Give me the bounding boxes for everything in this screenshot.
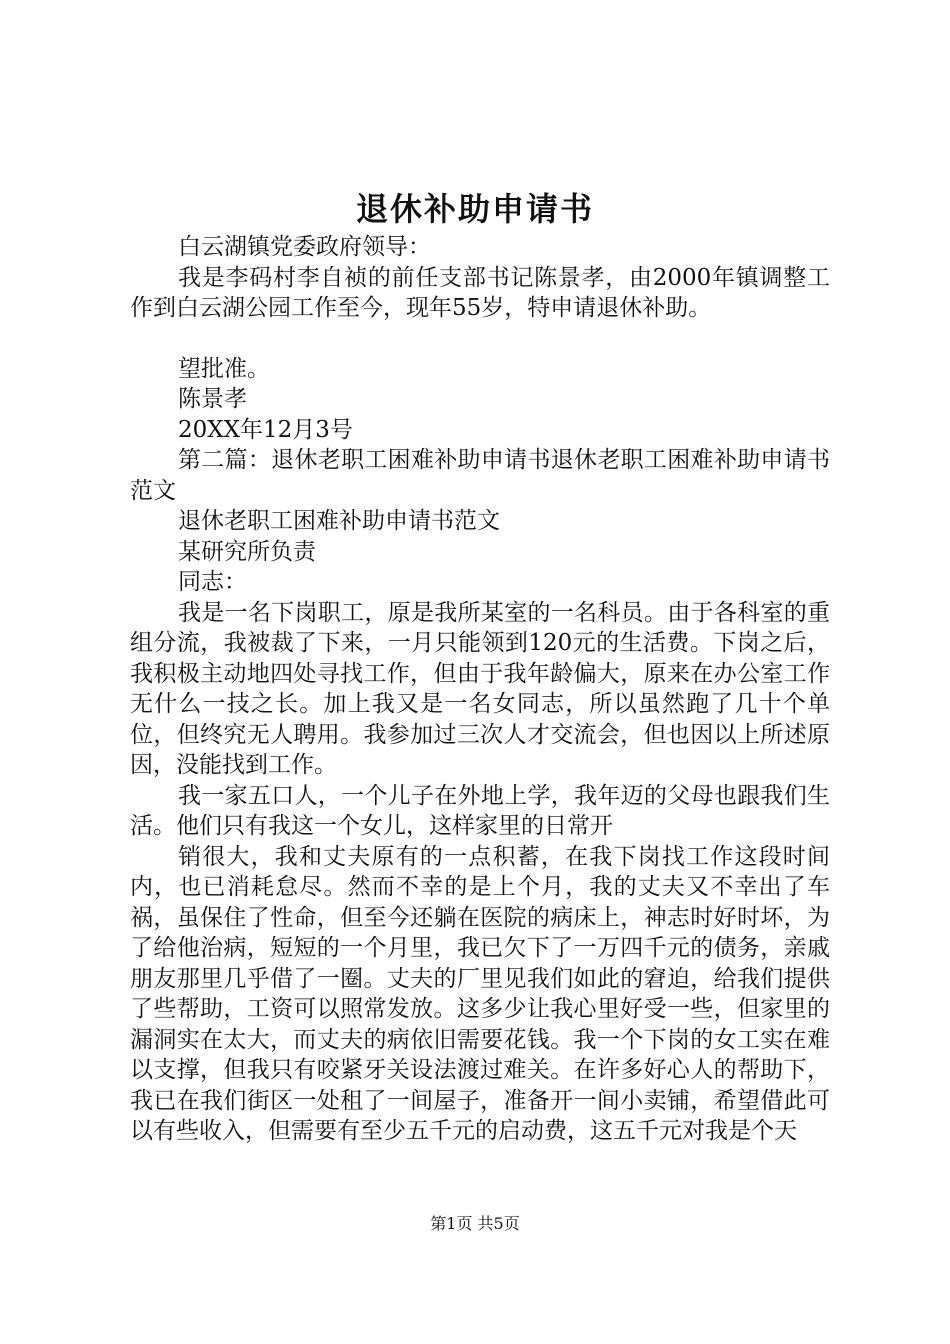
document-title: 退休补助申请书: [355, 190, 594, 228]
paragraph-family: 我一家五口人，一个儿子在外地上学，我年迈的父母也跟我们生活。他们只有我这一个女儿，这样家里的日常开: [130, 782, 830, 839]
paragraph-spacer: [130, 324, 830, 354]
page-footer: 第1页 共5页: [430, 1214, 520, 1233]
section-heading: 第二篇：退休老职工困难补助申请书退休老职工困难补助申请书范文: [130, 447, 830, 504]
signature-date: 20XX年12月3号: [178, 416, 353, 443]
closing-request: 望批准。: [178, 355, 270, 382]
paragraph-application: 我是李码村李自祯的前任支部书记陈景孝，由2000年镇调整工作到白云湖公园工作至今，现年55岁，特申请退休补助。: [130, 264, 830, 321]
paragraph-background: 我是一名下岗职工，原是我所某室的一名科员。由于各科室的重组分流，我被裁了下来，一月只能领到120元的生活费。下岗之后，我积极主动地四处寻找工作，但由于我年龄偏大，原来在办公室工作无什么一技之长。加上我又是一名女同志，所以虽然跑了几十个单位，但终究无人聘用。我参加过三次人才交流会，但也因以上所述原因，没能找到工作。: [130, 599, 830, 778]
salutation: 白云湖镇党委政府领导：: [178, 234, 431, 260]
recipient-greeting: 同志：: [178, 569, 247, 595]
document-body: [130, 232, 830, 1147]
sample-title: 退休老职工困难补助申请书范文: [178, 508, 500, 534]
signature-name: 陈景孝: [178, 386, 247, 412]
paragraph-hardship: 销很大，我和丈夫原有的一点积蓄，在我下岗找工作这段时间内，也已消耗怠尽。然而不幸的是上个月，我的丈夫又不幸出了车祸，虽保住了性命，但至今还躺在医院的病床上，神志时好时坏，为了给他治病，短短的一个月里，我已欠下了一万四千元的债务，亲戚朋友那里几乎借了一圈。丈夫的厂里见我们如此的窘迫，给我们提供了些帮助，工资可以照常发放。这多少让我心里好受一些，但家里的漏洞实在太大，而丈夫的病依旧需要花钱。我一个下岗的女工实在难以支撑，但我只有咬紧牙关设法渡过难关。在许多好心人的帮助下，我已在我们街区一处租了一间屋子，准备开一间小卖铺，希望借此可以有些收入，但需要有至少五千元的启动费，这五千元对我是个天: [130, 843, 830, 1144]
recipient-line: 某研究所负责: [178, 538, 316, 565]
